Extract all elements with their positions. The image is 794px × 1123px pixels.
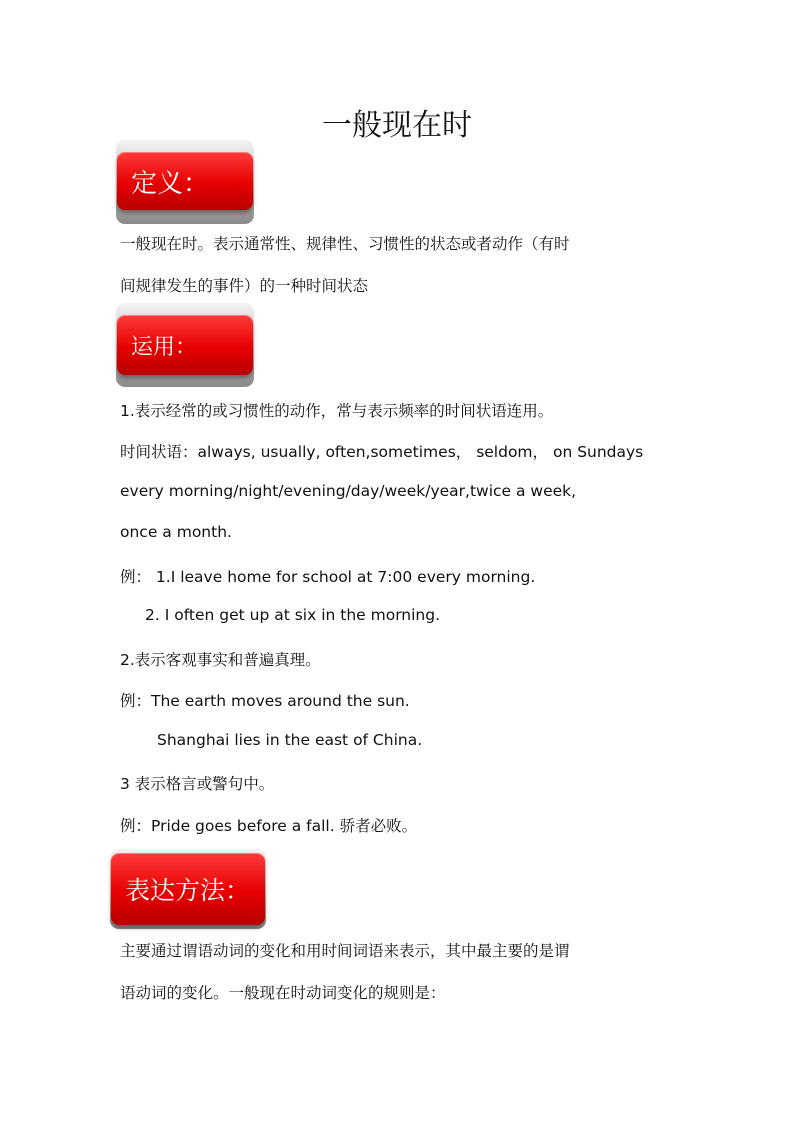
- definition-heading-badge: [116, 140, 254, 224]
- usage-heading-badge: [116, 303, 254, 387]
- usage-example-3: 例：The earth moves around the sun.: [120, 692, 410, 710]
- usage-line-7: 2.表示客观事实和普遍真理。: [120, 651, 321, 669]
- usage-line-4: once a month.: [120, 523, 232, 541]
- usage-example-5: 例：Pride goes before a fall. 骄者必败。: [120, 817, 418, 835]
- usage-line-1: 1.表示经常的或习惯性的动作，常与表示频率的时间状语连用。: [120, 402, 554, 420]
- usage-example-1: 例： 1.I leave home for school at 7:00 every morning.: [120, 568, 536, 586]
- definition-line-2: 间规律发生的事件）的一种时间状态: [120, 277, 369, 295]
- usage-line-10: 3 表示格言或警句中。: [120, 775, 275, 793]
- usage-line-2: 时间状语：always, usually, often,sometimes， seldom， on Sundays: [120, 443, 644, 461]
- usage-example-2: 2. I often get up at six in the morning.: [145, 606, 441, 624]
- usage-heading: 运用：: [117, 315, 253, 375]
- definition-heading: 定义：: [117, 152, 253, 210]
- definition-line-1: 一般现在时。表示通常性、规律性、习惯性的状态或者动作（有时: [120, 235, 570, 253]
- expression-heading-badge: [110, 849, 266, 929]
- usage-example-4: Shanghai lies in the east of China.: [157, 731, 423, 749]
- expression-line-2: 语动词的变化。一般现在时动词变化的规则是：: [120, 984, 446, 1002]
- page-title: 一般现在时: [322, 108, 472, 143]
- expression-heading: 表达方法：: [111, 853, 265, 925]
- expression-line-1: 主要通过谓语动词的变化和用时间词语来表示，其中最主要的是谓: [120, 942, 570, 960]
- usage-line-3: every morning/night/evening/day/week/year,twice a week,: [120, 482, 577, 500]
